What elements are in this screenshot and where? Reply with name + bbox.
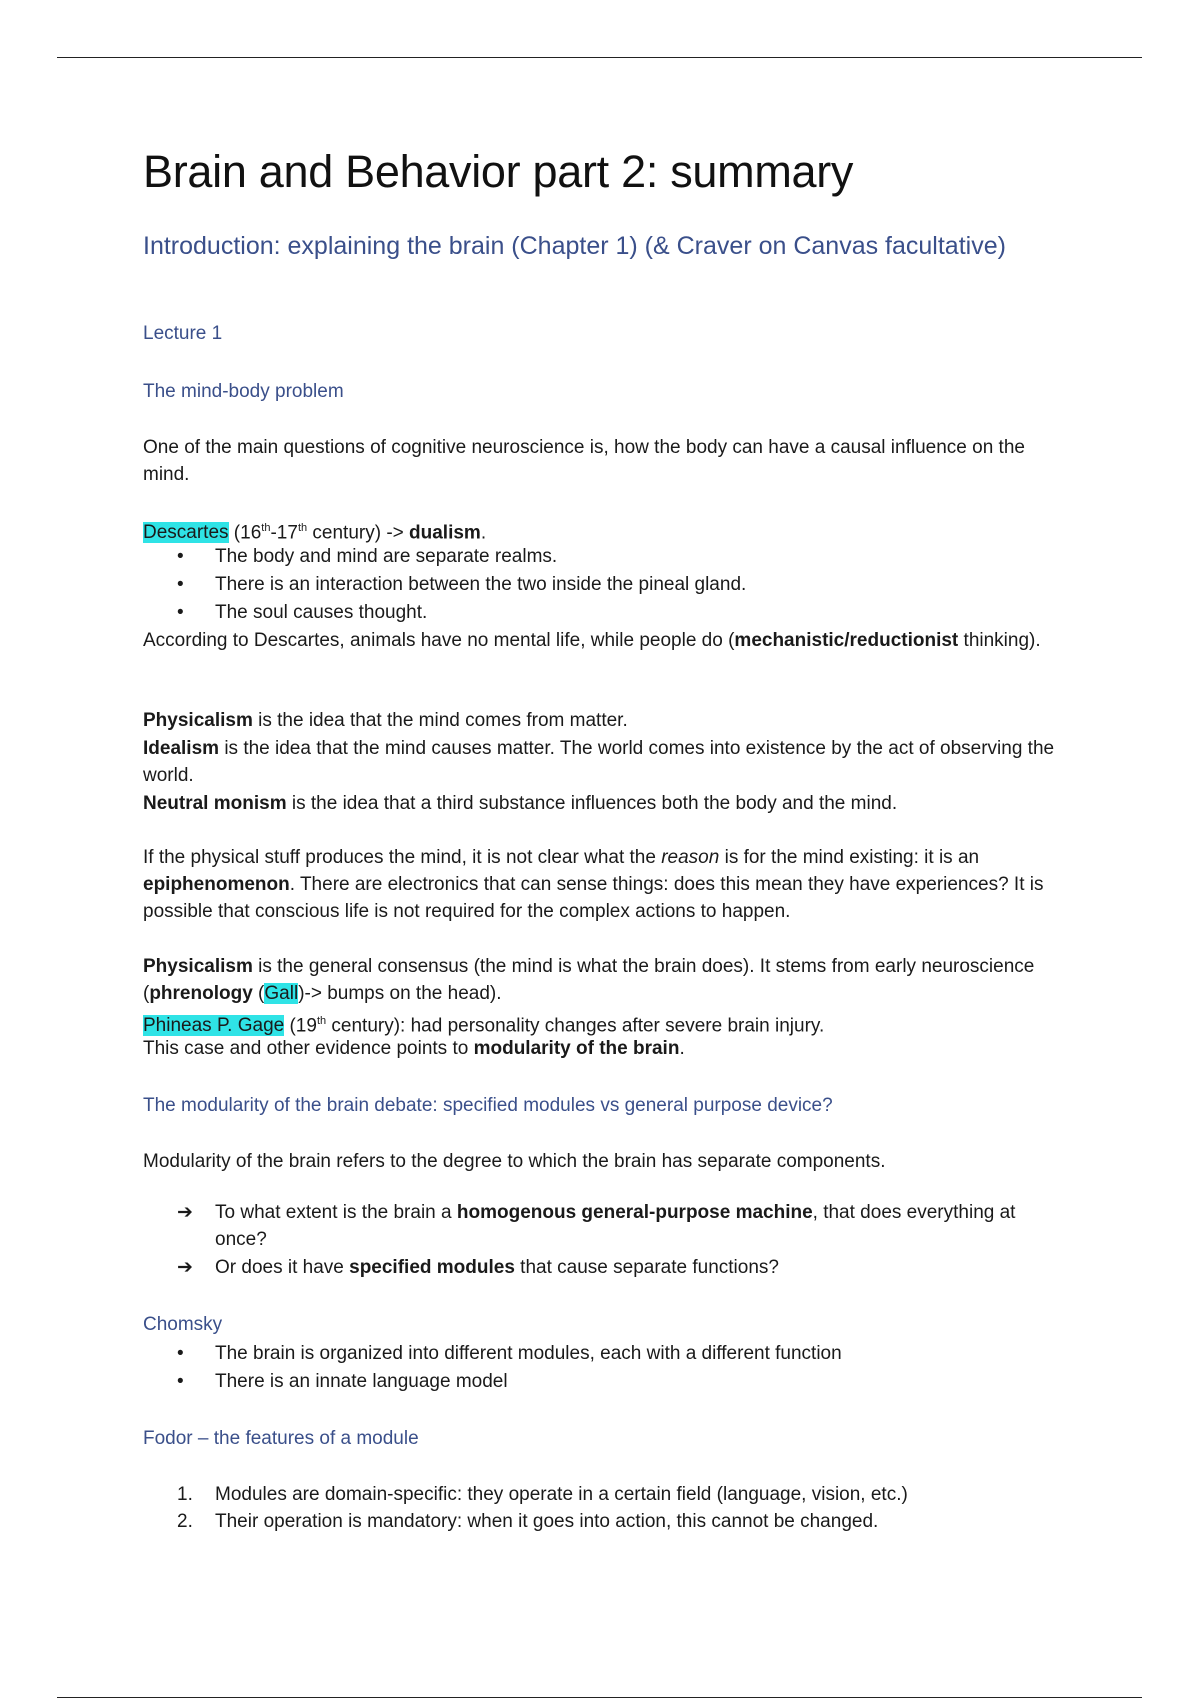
list-item: • The soul causes thought. xyxy=(215,599,1065,626)
modularity-heading: The modularity of the brain debate: specified modules vs general purpose device? xyxy=(143,1095,833,1116)
arrow-item: ➔ Or does it have specified modules that cause separate functions? xyxy=(215,1254,1065,1281)
paragraph-physicalism: Physicalism is the idea that the mind comes from matter. xyxy=(143,710,628,731)
bullet-icon: • xyxy=(177,574,184,595)
list-item: • There is an innate language model xyxy=(215,1368,1065,1395)
paragraph-consensus: Physicalism is the general consensus (the mind is what the brain does). It stems from early neuroscience (phrenology (Gall)-> bumps on the head). xyxy=(143,956,1035,1004)
section-heading: Introduction: explaining the brain (Chapter 1) (& Craver on Canvas facultative) xyxy=(143,232,1006,260)
bullet-icon: • xyxy=(177,1371,184,1392)
highlight-gage: Phineas P. Gage xyxy=(143,1015,285,1037)
numbered-item: 2. Their operation is mandatory: when it goes into action, this cannot be changed. xyxy=(215,1508,1065,1535)
lecture-heading: Lecture 1 xyxy=(143,323,223,344)
list-item: • The body and mind are separate realms. xyxy=(215,543,1065,570)
top-rule xyxy=(57,57,1142,58)
paragraph-case: This case and other evidence points to modularity of the brain. xyxy=(143,1038,685,1059)
numbered-item: 1. Modules are domain-specific: they operate in a certain field (language, vision, etc.) xyxy=(215,1481,1065,1508)
arrow-icon: ➔ xyxy=(177,1202,193,1223)
chomsky-heading: Chomsky xyxy=(143,1314,223,1335)
highlight-gall: Gall xyxy=(264,983,299,1004)
page-title: Brain and Behavior part 2: summary xyxy=(143,146,854,197)
paragraph-epiphenomenon: If the physical stuff produces the mind, it is not clear what the reason is for the mind existing: it is an epiphenomenon. There are electronics that can sense things: does this mean they have experiences? It is possible that conscious life is not required for the complex actions to happen. xyxy=(143,847,1044,922)
list-number: 1. xyxy=(177,1484,193,1505)
arrow-item: ➔ To what extent is the brain a homogenous general-purpose machine, that does everything at once? xyxy=(215,1199,1065,1253)
paragraph-main-question: One of the main questions of cognitive neuroscience is, how the body can have a causal influence on the mind. xyxy=(143,437,1025,485)
bottom-rule xyxy=(57,1697,1142,1698)
fodor-heading: Fodor – the features of a module xyxy=(143,1428,419,1449)
paragraph-idealism: Idealism is the idea that the mind causes matter. The world comes into existence by the act of observing the world. xyxy=(143,738,1055,786)
paragraph-descartes: Descartes (16th-17th century) -> dualism. xyxy=(143,522,487,544)
bullet-icon: • xyxy=(177,1343,184,1364)
bullet-icon: • xyxy=(177,546,184,567)
mind-body-heading: The mind-body problem xyxy=(143,381,344,402)
arrow-icon: ➔ xyxy=(177,1257,193,1278)
list-item: • The brain is organized into different modules, each with a different function xyxy=(215,1340,1065,1367)
highlight-descartes: Descartes xyxy=(143,522,229,544)
paragraph-modularity: Modularity of the brain refers to the degree to which the brain has separate components. xyxy=(143,1151,886,1172)
bullet-icon: • xyxy=(177,602,184,623)
paragraph-gage: Phineas P. Gage (19th century): had personality changes after severe brain injury. xyxy=(143,1015,825,1037)
paragraph-according: According to Descartes, animals have no mental life, while people do (mechanistic/reductionist thinking). xyxy=(143,630,1041,651)
paragraph-neutral-monism: Neutral monism is the idea that a third substance influences both the body and the mind. xyxy=(143,793,898,814)
list-item: • There is an interaction between the two inside the pineal gland. xyxy=(215,571,1065,598)
list-number: 2. xyxy=(177,1511,193,1532)
